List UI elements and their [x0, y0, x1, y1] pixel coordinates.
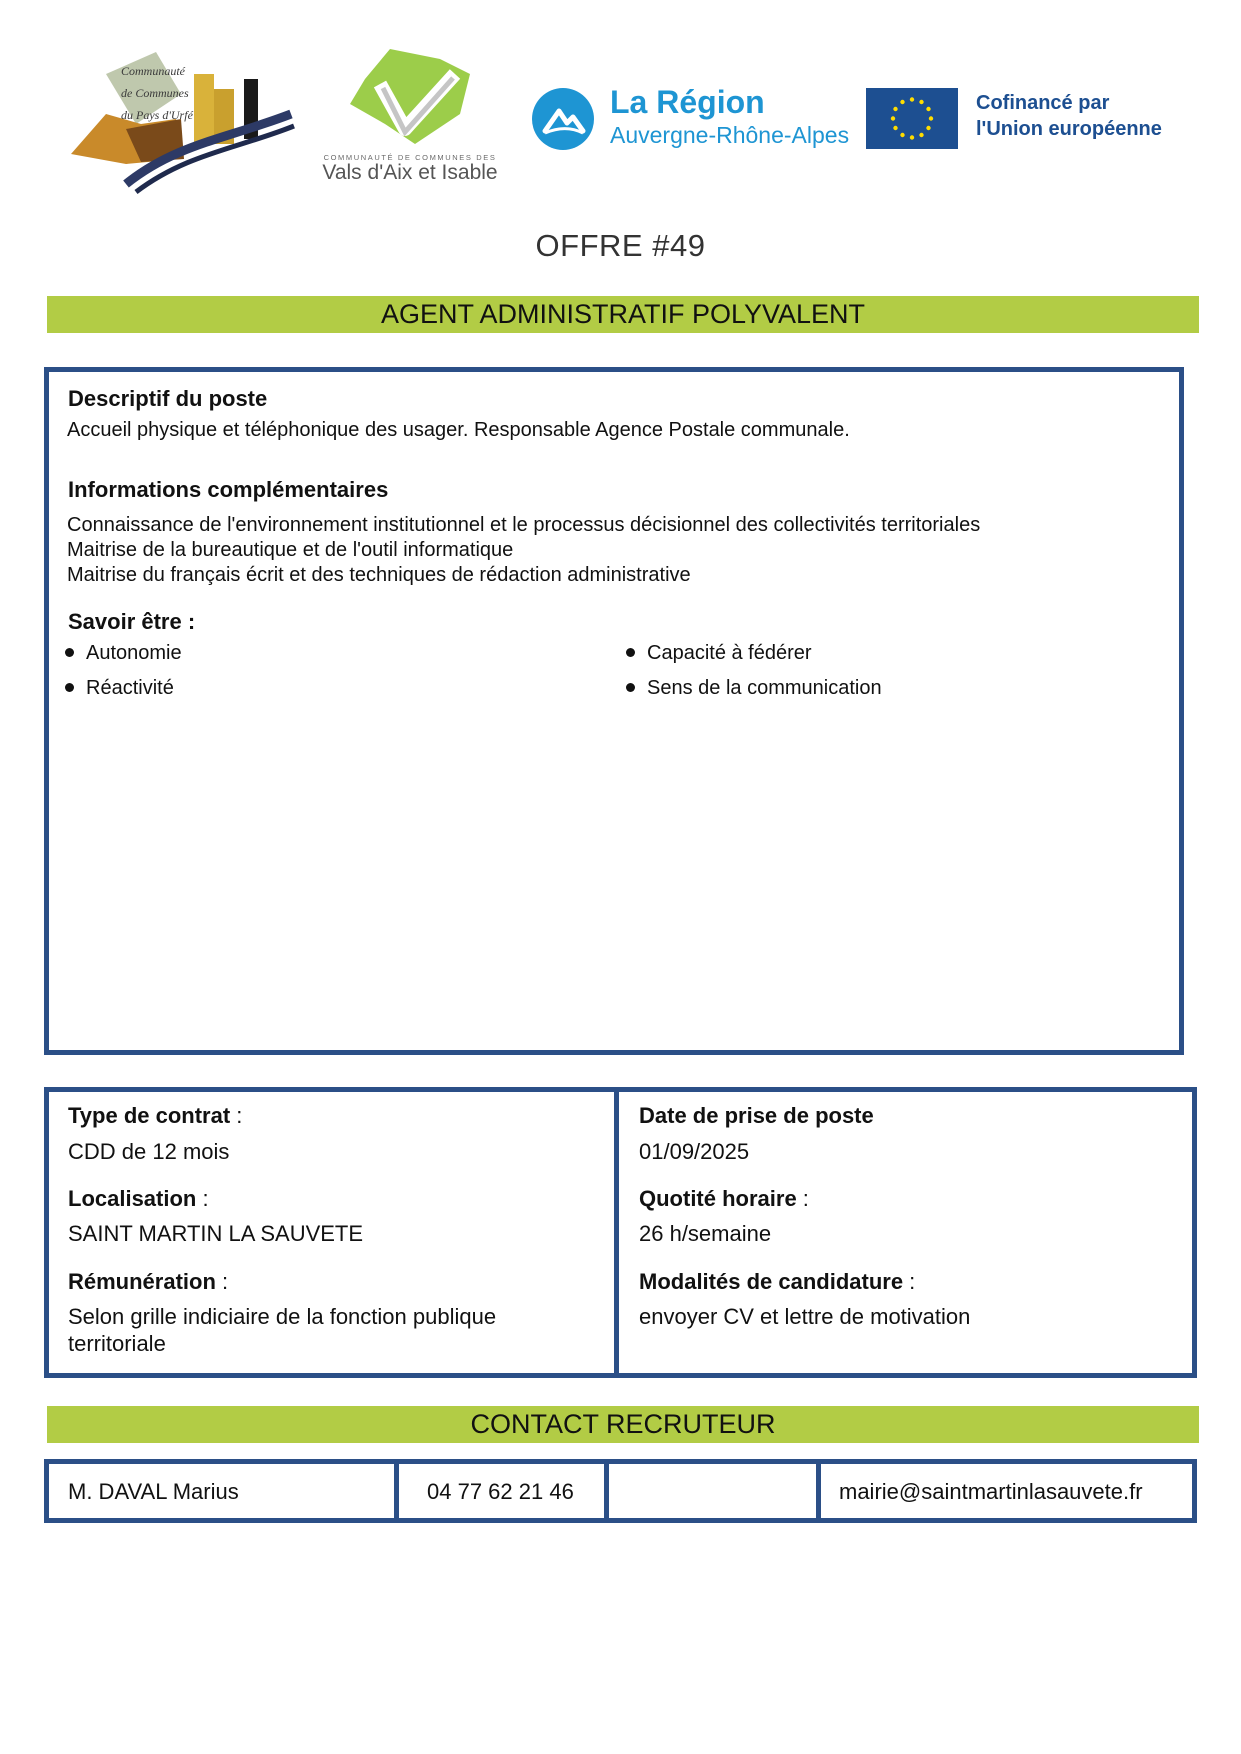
- vals-caption: COMMUNAUTÉ DE COMMUNES DES: [323, 153, 497, 162]
- savoir-item-label: Sens de la communication: [647, 677, 882, 699]
- contact-table: [44, 1459, 1197, 1523]
- eu-star-icon: [919, 100, 923, 104]
- date-prise-poste-value: 01/09/2025: [639, 1139, 750, 1164]
- remuneration-value-line: Selon grille indiciaire de la fonction publique: [68, 1304, 497, 1329]
- eu-star-icon: [910, 135, 914, 139]
- label-colon: :: [196, 1186, 209, 1211]
- eu-star-icon: [893, 107, 897, 111]
- savoir-title: Savoir être :: [68, 609, 196, 634]
- vals-name: Vals d'Aix et Isable: [322, 161, 498, 184]
- eu-star-icon: [926, 126, 930, 130]
- bullet-icon: [65, 648, 74, 657]
- label-colon: :: [215, 1269, 229, 1294]
- offer-title: AGENT ADMINISTRATIF POLYVALENT: [380, 299, 866, 329]
- savoir-item: [626, 677, 882, 700]
- eu-star-icon: [929, 116, 933, 120]
- contact-header: CONTACT RECRUTEUR: [470, 1409, 776, 1439]
- vals-aix-isable-emblem: [345, 44, 475, 149]
- remuneration-value: [68, 1303, 496, 1357]
- description-box: [44, 367, 1184, 1055]
- quotite-label-text: Quotité horaire: [639, 1186, 797, 1211]
- offer-number: OFFRE #49: [535, 228, 706, 263]
- remuneration-value-line: territoriale: [68, 1331, 166, 1356]
- cc-label-line3: du Pays d'Urfé: [121, 108, 193, 122]
- modalites-value: envoyer CV et lettre de motivation: [639, 1304, 971, 1329]
- remuneration-label: [68, 1269, 228, 1295]
- region-subtitle: Auvergne-Rhône-Alpes: [610, 122, 850, 148]
- poste-title: Descriptif du poste: [68, 386, 268, 411]
- contact-header-band: [47, 1406, 1199, 1443]
- infos-line: Maitrise de la bureautique et de l'outil informatique: [67, 539, 514, 561]
- localisation-label: [68, 1186, 209, 1212]
- savoir-item-label: Capacité à fédérer: [647, 642, 812, 664]
- infos-line: Maitrise du français écrit et des techniques de rédaction administrative: [67, 564, 691, 586]
- region-title: La Région: [610, 84, 765, 120]
- date-prise-poste-label: Date de prise de poste: [639, 1103, 874, 1128]
- savoir-item: [65, 677, 174, 700]
- cc-label-line2: de Communes: [121, 86, 189, 100]
- modalites-label-text: Modalités de candidature: [639, 1269, 904, 1294]
- region-logo-icon: [531, 87, 595, 151]
- offer-title-band: [47, 296, 1199, 333]
- eu-line1: Cofinancé par: [976, 92, 1110, 114]
- infos-line: Connaissance de l'environnement institutionnel et le processus décisionnel des collectivités territoriales: [67, 514, 981, 536]
- poste-text: Accueil physique et téléphonique des usager. Responsable Agence Postale communale.: [67, 419, 850, 441]
- cc-label-line1: Communauté: [121, 64, 185, 78]
- contact-divider: [394, 1464, 399, 1518]
- label-colon: :: [230, 1103, 243, 1128]
- savoir-item: [626, 642, 812, 665]
- eu-star-icon: [893, 126, 897, 130]
- eu-star-icon: [926, 107, 930, 111]
- logo-cc-pays-urfe: [66, 44, 296, 194]
- eu-text: [976, 90, 1162, 142]
- bullet-icon: [626, 683, 635, 692]
- contract-divider: [614, 1092, 619, 1373]
- localisation-label-text: Localisation: [68, 1186, 197, 1211]
- modalites-label: [639, 1269, 915, 1295]
- label-colon: :: [796, 1186, 809, 1211]
- eu-star-icon: [900, 100, 904, 104]
- contract-box: [44, 1087, 1197, 1378]
- eu-star-icon: [891, 116, 895, 120]
- eu-star-icon: [900, 133, 904, 137]
- type-contrat-label: [68, 1103, 242, 1129]
- localisation-value: SAINT MARTIN LA SAUVETE: [68, 1221, 364, 1246]
- eu-star-icon: [919, 133, 923, 137]
- remuneration-label-text: Rémunération: [68, 1269, 216, 1294]
- eu-flag-icon: [866, 88, 958, 149]
- contact-divider: [816, 1464, 821, 1518]
- contact-email[interactable]: mairie@saintmartinlasauvete.fr: [839, 1479, 1143, 1504]
- savoir-item-label: Autonomie: [86, 642, 182, 664]
- contact-phone[interactable]: 04 77 62 21 46: [427, 1479, 574, 1504]
- savoir-item-label: Réactivité: [86, 677, 174, 699]
- contact-name: M. DAVAL Marius: [68, 1479, 239, 1504]
- contact-divider: [604, 1464, 609, 1518]
- label-colon: :: [903, 1269, 916, 1294]
- infos-title: Informations complémentaires: [68, 477, 389, 502]
- quotite-label: [639, 1186, 809, 1212]
- bullet-icon: [626, 648, 635, 657]
- quotite-value: 26 h/semaine: [639, 1221, 772, 1246]
- bullet-icon: [65, 683, 74, 692]
- type-contrat-value: CDD de 12 mois: [68, 1139, 230, 1164]
- savoir-item: [65, 642, 182, 665]
- eu-line2: l'Union européenne: [976, 118, 1162, 140]
- eu-star-icon: [910, 97, 914, 101]
- type-contrat-label-text: Type de contrat: [68, 1103, 231, 1128]
